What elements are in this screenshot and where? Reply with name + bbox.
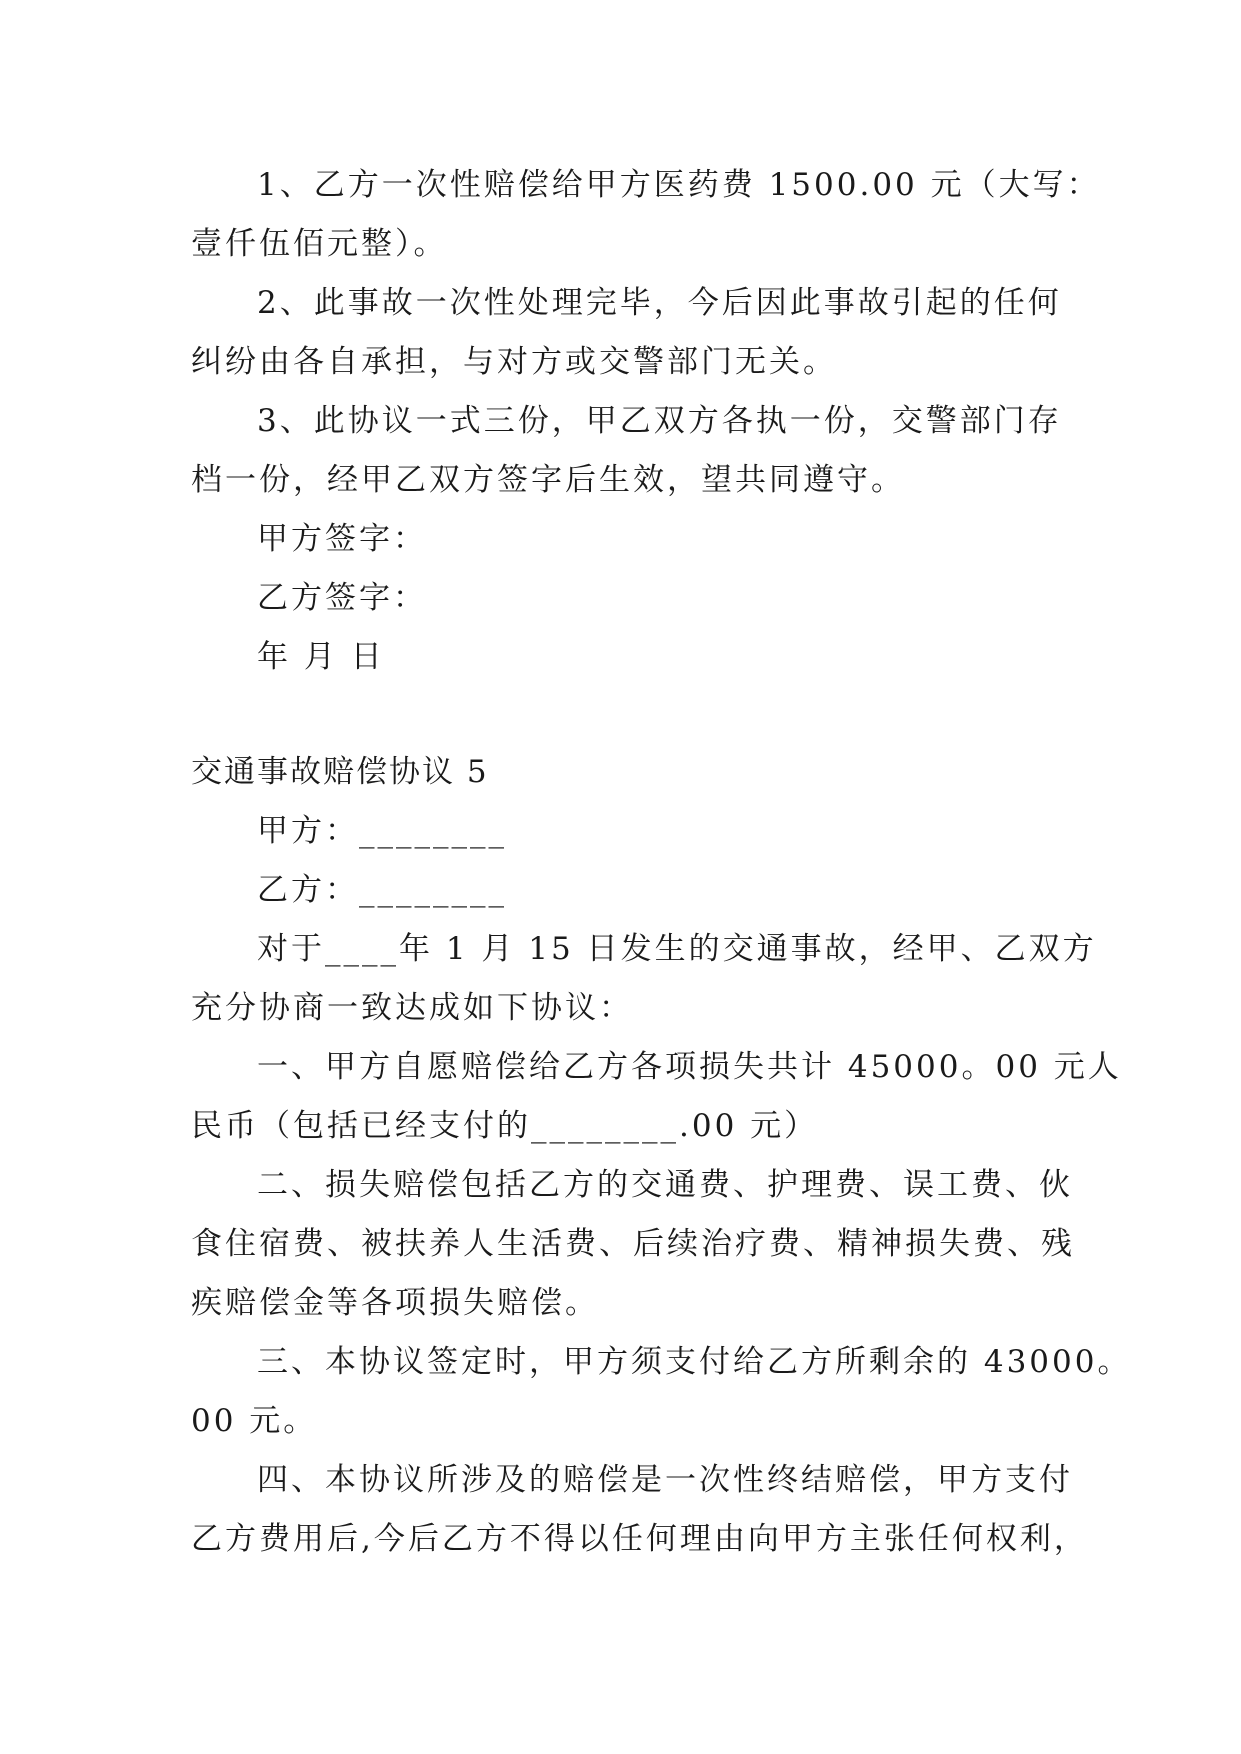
clause-1-line-1: 1、乙方一次性赔偿给甲方医药费 1500.00 元（大写： [257, 167, 1101, 203]
clause-3-line-2: 档一份，经甲乙双方签字后生效，望共同遵守。 [191, 462, 905, 498]
article-3-line-2: 00 元。 [191, 1403, 318, 1439]
date-line: 年 月 日 [257, 639, 385, 675]
clause-2-line-1: 2、此事故一次性处理完毕，今后因此事故引起的任何 [257, 285, 1062, 321]
article-4-line-2: 乙方费用后,今后乙方不得以任何理由向甲方主张任何权利， [191, 1521, 1088, 1557]
party-b-field: 乙方：________ [257, 872, 507, 908]
clause-1-line-2: 壹仟伍佰元整）。 [191, 226, 448, 262]
intro-line-1: 对于____年 1 月 15 日发生的交通事故，经甲、乙双方 [257, 931, 1097, 967]
clause-3-line-1: 3、此协议一式三份，甲乙双方各执一份，交警部门存 [257, 403, 1062, 439]
clause-2-line-2: 纠纷由各自承担，与对方或交警部门无关。 [191, 344, 837, 380]
section-title: 交通事故赔偿协议 5 [191, 754, 489, 790]
party-a-signature: 甲方签字： [257, 521, 427, 557]
article-2-line-3: 疾赔偿金等各项损失赔偿。 [191, 1285, 599, 1321]
article-2-line-1: 二、损失赔偿包括乙方的交通费、护理费、误工费、伙 [257, 1167, 1073, 1203]
article-4-line-1: 四、本协议所涉及的赔偿是一次性终结赔偿，甲方支付 [257, 1462, 1073, 1498]
party-a-field: 甲方：________ [257, 813, 507, 849]
article-1-line-1: 一、甲方自愿赔偿给乙方各项损失共计 45000。00 元人 [257, 1049, 1122, 1085]
intro-line-2: 充分协商一致达成如下协议： [191, 990, 633, 1026]
article-3-line-1: 三、本协议签定时，甲方须支付给乙方所剩余的 43000。 [257, 1344, 1132, 1380]
article-2-line-2: 食住宿费、被扶养人生活费、后续治疗费、精神损失费、残 [191, 1226, 1075, 1262]
article-1-line-2: 民币（包括已经支付的________.00 元） [191, 1108, 819, 1144]
party-b-signature: 乙方签字： [257, 580, 427, 616]
